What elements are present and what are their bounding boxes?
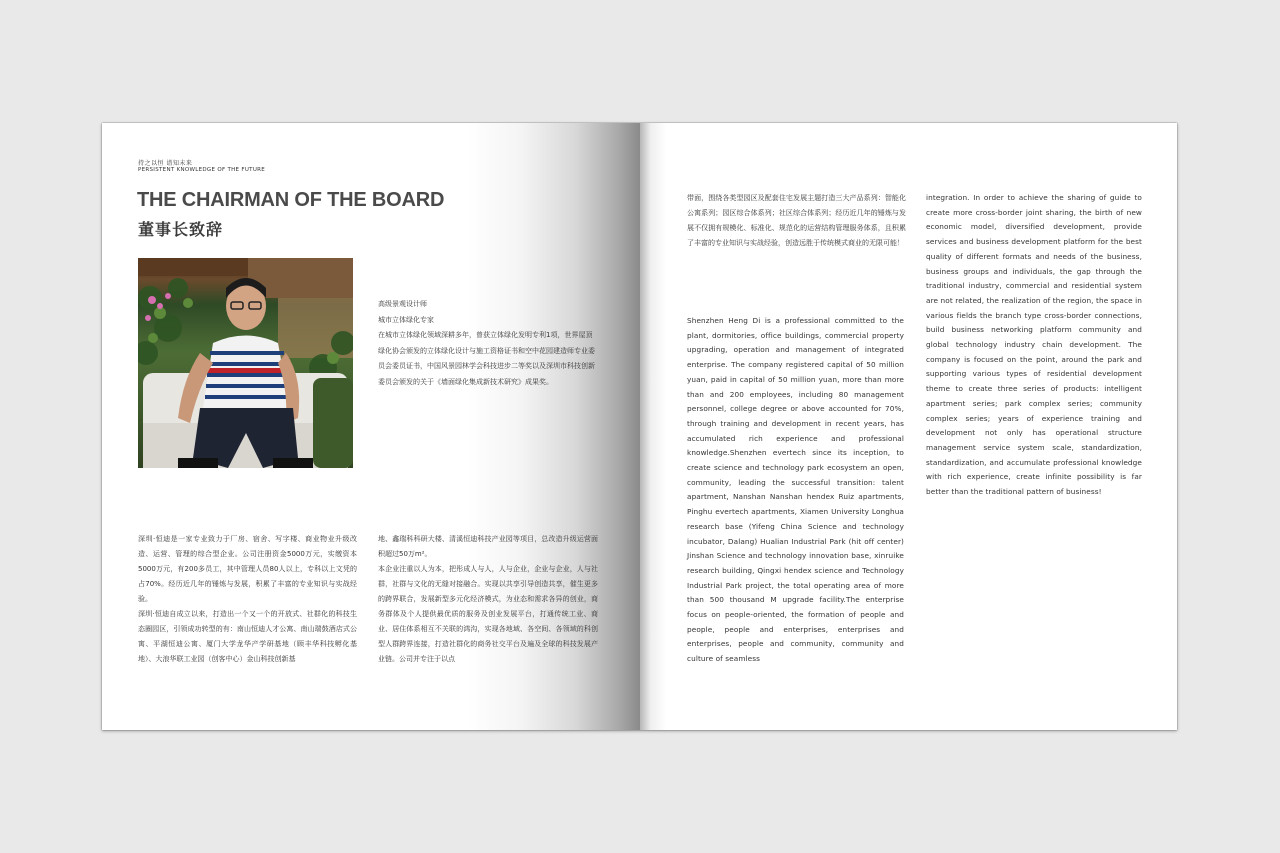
right-col2-english-text: integration. In order to achieve the sharing of guide to create more cross-border joint sharing, the birth of new economic model, diversified development, provide services and business development platform for the best quality of different formats and needs of the business, business groups and individuals, the gap through the traditional industry, commercial and residential system are not related, the realization of the region, the space in various fields the branch type cross-border connections, build business networking platform community and global technology industry chain development. The company is focused on the point, around the park and supporting various types of residential development theme to create three series of products: intelligent apartment series; park complex series; community complex series; years of experience training and development not only has operational structure management service system scale, standardization, standardization, and accumulate professional knowledge with rich experience, create infinite possibility is far better than the traditional pattern of business! xyxy=(926,193,1142,497)
chairman-portrait-image xyxy=(138,258,353,468)
left-body-column-1 xyxy=(138,532,357,667)
left-col2-paragraph-1: 地、鑫瑞科科研大楼、清溪恒迪科技产业园等项目，总改造升级运营面积超过50万m²。 xyxy=(378,535,598,558)
left-col2-paragraph-2: 本企业注重以人为本，把彤成人与人，人与企业，企业与企业，人与社群，社群与文化的无缝对接融合。实现以共享引导创造共享，催生更多的跨界联合，发展新型多元化经济模式，为业态和需求各异的创业，商务群体及个人提供最优质的服务及创业发展平台，打通传统工业、商业、居住体系相互不关联的鸿沟，实现各地域、各空间、各领域的科创型人群跨界连接，打造社群化的商务社交平台及遍及全球的科技发展产业链。公司并专注于以点 xyxy=(378,565,598,663)
left-body-column-2 xyxy=(378,532,598,667)
right-page xyxy=(640,123,1177,730)
page-title: THE CHAIRMAN OF THE BOARD xyxy=(137,189,445,211)
tagline-chinese: 持之以恒 谱知未来 xyxy=(138,160,193,167)
left-col1-paragraph-2: 深圳·恒迪自成立以来，打造出一个又一个的开放式、社群化的科技生态圈园区，引领成功转型的有：南山恒迪人才公寓、南山瑞鼓酒店式公寓、平湖恒迪公寓、厦门大学龙华产学研基地（顾丰华科技孵化基地）、大浪华联工业园（创客中心）金山科技创新基 xyxy=(138,610,357,663)
tagline-english: PERSISTENT KNOWLEDGE OF THE FUTURE xyxy=(138,167,266,173)
right-col1-chinese-text: 带面，围绕各类型园区及配套住宅发展主题打造三大产品系列：智能化公寓系列；园区综合体系列；社区综合体系列；经历近几年的锤炼与发展不仅拥有规模化、标准化、规范化的运营结构管理服务体系，且积累了丰富的专业知识与实战经验，创造远胜于传统模式商业的无限可能！ xyxy=(687,194,906,247)
right-col2-english xyxy=(926,191,1142,500)
left-page xyxy=(102,123,640,730)
page-title-chinese: 董事长致辞 xyxy=(138,220,224,239)
right-col1-english xyxy=(687,314,904,667)
bio-paragraph: 在城市立体绿化领域深耕多年，曾获立体绿化发明专利1项，世界屋顶绿化协会颁发的立体绿化设计与施工资格证书和空中花园建造师专业委员会委员证书，中国风景园林学会科技进步二等奖以及深圳市科技创新委员会颁发的关于《墙面绿化集成新技术研究》成果奖。 xyxy=(378,331,595,386)
bio-title-2: 城市立体绿化专家 xyxy=(378,315,434,324)
right-col1-chinese xyxy=(687,191,906,251)
bio-title-1: 高级景观设计师 xyxy=(378,300,427,308)
chairman-bio xyxy=(378,297,598,390)
chairman-photo xyxy=(138,258,353,468)
right-col1-english-text: Shenzhen Heng Di is a professional committed to the plant, dormitories, office buildings, commercial property upgrading, operation and management of integrated enterprise. The company registered capital of 50 million yuan, paid in capital of 50 million yuan, more than more than and 200 employees, including 80 management personnel, college degree or above accounted for 70%, through training and development in recent years, has accumulated rich experience and professional knowledge.Shenzhen evertech since its inception, to create science and technology park ecosystem an open, community, leading the successful transition: talent apartment, Nanshan Nanshan hendex Ruiz apartments, Pinghu evertech apartments, Xiamen University Longhua research base (Yifeng China Science and technology incubator, Dalang) Hualian Industrial Park (hit off center) Jinshan Science and technology innovation base, xinruike research building, Qingxi hendex science and Technology Industrial Park project, the total operating area of more than 500 thousand M upgrade facility.The enterprise focus on people-oriented, the formation of people and people, people and enterprises, enterprises and enterprises, people and community, community and culture of seamless xyxy=(687,316,904,664)
brochure-spread xyxy=(102,123,1177,730)
left-col1-paragraph-1: 深圳·恒迪是一家专业致力于厂房、宿舍、写字楼、商业物业升级改造、运营、管理的综合型企业。公司注册资金5000万元，实缴资本5000万元，有200多员工，其中管理人员80人以上，专科以上文凭的占70%。经历近几年的锤炼与发展，积累了丰富的专业知识与实战经验。 xyxy=(138,535,357,603)
